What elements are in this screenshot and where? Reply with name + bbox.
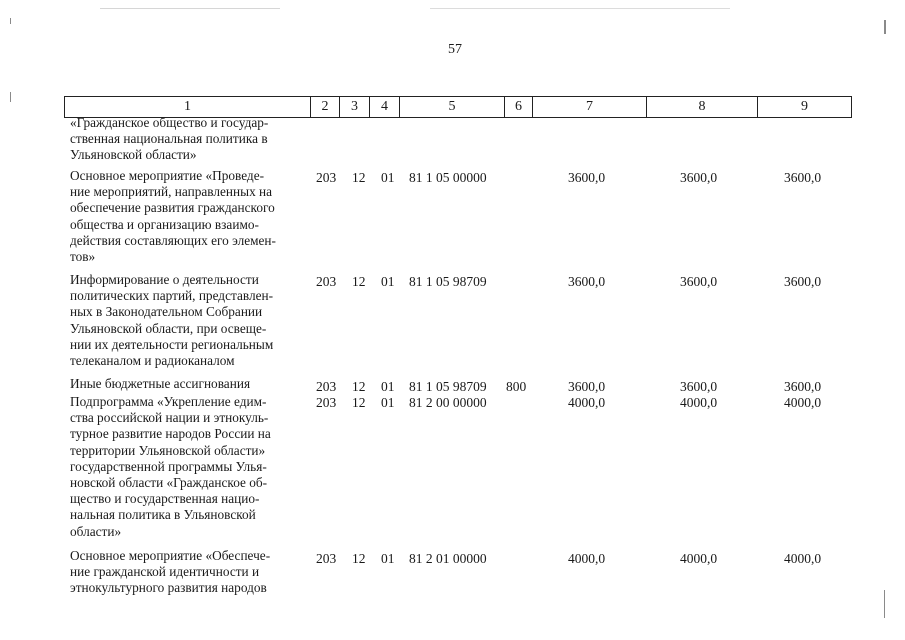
scan-edge-mark	[430, 8, 730, 9]
description-line: ние мероприятий, направленных на	[70, 184, 273, 200]
column-header: 7	[532, 97, 646, 117]
column-header: 5	[399, 97, 504, 117]
description-line: Ульяновской области»	[70, 147, 197, 163]
cell-amount-col-7: 4000,0	[568, 395, 606, 410]
cell-col-4: 01	[381, 274, 395, 289]
description-line: щество и государственная нацио-	[70, 491, 260, 507]
column-header: 3	[339, 97, 369, 117]
description-line: Основное мероприятие «Обеспече-	[70, 548, 271, 563]
cell-amount-col-7: 3600,0	[568, 170, 606, 185]
cell-col-3: 12	[352, 551, 366, 566]
cell-col-2: 203	[316, 379, 337, 394]
cell-amount-col-7: 3600,0	[568, 274, 606, 289]
cell-code: 81 1 05 00000	[409, 170, 487, 185]
page-number: 57	[448, 42, 462, 57]
scan-edge-mark	[884, 20, 886, 34]
scan-edge-mark	[100, 8, 280, 9]
column-header: 9	[757, 97, 851, 117]
cell-amount-col-9: 3600,0	[784, 170, 822, 185]
cell-col-6: 800	[506, 379, 527, 394]
cell-amount-col-7: 4000,0	[568, 551, 606, 566]
description-line: новской области «Гражданское об-	[70, 475, 268, 491]
cell-col-3: 12	[352, 379, 366, 394]
cell-amount-col-8: 4000,0	[680, 551, 718, 566]
cell-col-4: 01	[381, 395, 395, 410]
row-description	[70, 272, 306, 369]
cell-col-4: 01	[381, 551, 395, 566]
description-line: «Гражданское общество и государ-	[70, 115, 269, 130]
description-line: Основное мероприятие «Проведе-	[70, 168, 265, 183]
description-line: политических партий, представлен-	[70, 288, 274, 304]
cell-col-2: 203	[316, 274, 337, 289]
cell-code: 81 2 01 00000	[409, 551, 487, 566]
cell-col-4: 01	[381, 379, 395, 394]
cell-amount-col-8: 3600,0	[680, 274, 718, 289]
cell-col-3: 12	[352, 170, 366, 185]
cell-amount-col-9: 3600,0	[784, 379, 822, 394]
cell-amount-col-9: 4000,0	[784, 551, 822, 566]
description-line: ных в Законодательном Собрании	[70, 304, 263, 320]
cell-amount-col-7: 3600,0	[568, 379, 606, 394]
cell-amount-col-8: 4000,0	[680, 395, 718, 410]
description-line: тов»	[70, 249, 96, 265]
description-line: обеспечение развития гражданского	[70, 200, 275, 216]
description-line: нии их деятельности региональным	[70, 336, 274, 352]
description-line: ние гражданской идентичности и	[70, 564, 260, 580]
description-line: телеканалом и радиоканалом	[70, 353, 235, 369]
description-line: ственная национальная политика в	[70, 131, 268, 147]
column-header: 1	[184, 99, 191, 114]
cell-amount-col-8: 3600,0	[680, 170, 718, 185]
cell-col-2: 203	[316, 551, 337, 566]
description-line: турное развитие народов России на	[70, 426, 271, 442]
column-header: 4	[369, 97, 399, 117]
row-description	[70, 394, 306, 540]
cell-col-4: 01	[381, 170, 395, 185]
cell-amount-col-8: 3600,0	[680, 379, 718, 394]
description-line: действия составляющих его элемен-	[70, 232, 276, 248]
cell-code: 81 2 00 00000	[409, 395, 487, 410]
scan-edge-mark	[884, 590, 885, 618]
description-line: Подпрограмма «Укрепление едим-	[70, 394, 267, 409]
cell-col-2: 203	[316, 170, 337, 185]
description-line: Иные бюджетные ассигнования	[70, 376, 251, 391]
description-line: области»	[70, 523, 122, 539]
description-line: нальная политика в Ульяновской	[70, 507, 256, 523]
cell-col-3: 12	[352, 274, 366, 289]
cell-amount-col-9: 4000,0	[784, 395, 822, 410]
description-line: Ульяновской области, при освеще-	[70, 320, 267, 336]
description-line: государственной программы Улья-	[70, 458, 267, 474]
cell-code: 81 1 05 98709	[409, 379, 487, 394]
scan-edge-mark	[10, 92, 11, 102]
cell-amount-col-9: 3600,0	[784, 274, 822, 289]
column-header: 8	[646, 97, 757, 117]
description-line: Информирование о деятельности	[70, 272, 259, 287]
cell-col-2: 203	[316, 395, 337, 410]
row-description	[70, 115, 306, 164]
cell-col-3: 12	[352, 395, 366, 410]
column-header: 6	[504, 97, 532, 117]
row-description	[70, 548, 306, 597]
cell-code: 81 1 05 98709	[409, 274, 487, 289]
description-line: ства российской нации и этнокуль-	[70, 410, 269, 426]
description-line: общества и организацию взаимо-	[70, 216, 259, 232]
column-header: 2	[310, 97, 339, 117]
description-line: территории Ульяновской области»	[70, 442, 266, 458]
description-line: этнокультурного развития народов	[70, 580, 267, 596]
row-description	[70, 168, 306, 265]
scan-edge-mark	[10, 18, 11, 24]
row-description	[70, 376, 306, 392]
